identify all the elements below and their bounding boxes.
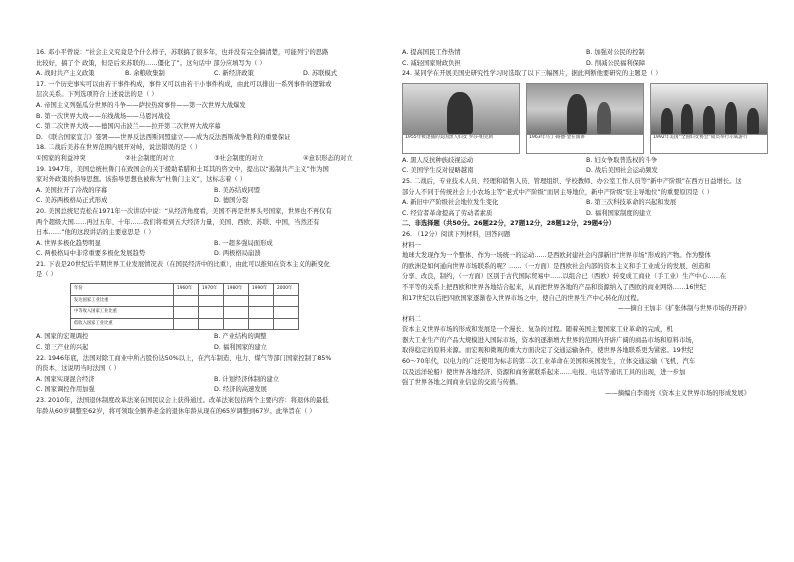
- left-column: [36, 48, 392, 417]
- right-column: [402, 48, 770, 399]
- option-a: A. 国家实现混合经济: [36, 375, 95, 383]
- material-text: 强了世界各地之间商业信息的交流与传播。: [402, 379, 522, 387]
- question-21: [36, 260, 392, 354]
- question-text: 19. 1947年，美国总统杜鲁门在致国会的关于援助希腊和土耳其的咨文中，提出以“遏制共产主义”作为国: [36, 165, 329, 173]
- table-cell: [224, 295, 249, 307]
- question-text: 25. 二战后，专业技术人员、经理和销售人员、管理组织、学校教师、办公室工作人员等“新中产阶级”在西方日益增长。这: [402, 177, 742, 185]
- option-3: ③社会制度的对立: [214, 154, 264, 162]
- options-row: [36, 186, 392, 197]
- material-2-label: 材料二: [402, 315, 421, 323]
- option-b: B. 计划经济体制的建立: [214, 375, 279, 383]
- photo-caption: 1992年美国“全国妇女协会”成员举行示威游行: [650, 135, 768, 154]
- question-text: 16. 邓小平曾说：“社会主义究竟是个什么样子，苏联搞了很多年，也并没有完全搞清楚，可能列宁的思路: [36, 49, 329, 56]
- table-cell: [174, 295, 199, 307]
- table-header-cell: 2000年: [274, 284, 299, 296]
- question-text: 24. 某同学在开展美国史研究性学习时选取了以下三幅图片，据此判断他要研究的主题是（ ）: [402, 70, 662, 78]
- question-text: 比较好，搞了个 政策，但是后来苏联的……僵化了”。这句话中 部分应填写为（ ）: [36, 59, 266, 67]
- table-cell: [274, 307, 299, 319]
- option-d: D. 两极格局崩溃: [214, 250, 261, 258]
- question-17: [36, 80, 392, 144]
- table-header-cell: 1990年: [249, 284, 274, 296]
- option-a: A. 新旧中产阶级社会地位发生变化: [402, 199, 499, 207]
- question-text: 21. 下表是20世纪后半期世界工业发展情况表（在国民经济中的比重），由此可以推知在资本主义的新变化: [36, 260, 330, 268]
- option-d: D. 战后美国社会运动频发: [586, 167, 658, 175]
- photo-caption: 1963年马丁·路德·金在演讲: [526, 135, 644, 154]
- options-row: [36, 385, 392, 396]
- option-b: B. 第一次世界大战——东线战场——马恩河战役: [36, 112, 171, 120]
- photo-mlk-speech: [526, 83, 644, 154]
- question-text: 23. 2010年，法国退休制度改革法案在国民议会上获得通过。改革法案包括两个主要内容：将退休的最低: [36, 397, 329, 404]
- options-row: [402, 166, 770, 177]
- question-text: 的资本，这说明当时法国（ ）: [36, 365, 120, 373]
- question-text: 日本……”他的这段讲话的主要意思是（ ）: [36, 229, 155, 237]
- option-d: D. 经济的高速发展: [214, 386, 267, 394]
- table-cell: 低收入国家工业比重: [71, 318, 174, 330]
- option-a: A. 战时共产主义政策: [36, 70, 95, 78]
- question-24: [402, 69, 770, 177]
- option-a: A. 帝国主义列强瓜分世界的斗争——萨拉热窝事件——第一次世界大战爆发: [36, 101, 246, 109]
- material-text: 器大工业生产的产品大规模进入国际市场，资本的逐渐增大世界的范围内开辟广阔的商品市场和原料市场，: [402, 336, 698, 344]
- option-c: C. 国家调控作用加强: [36, 386, 95, 394]
- question-text: 22. 1946年底，法国对除工商业中所占股份达50%以上，在汽车制造、电力、煤气等部门国家控制了85%: [36, 354, 332, 362]
- question-26-title: 26. （12分）阅读下列材料，回答问题: [402, 230, 511, 238]
- table-header-row: [71, 284, 299, 296]
- option-d: D. 《联合国家宣言》签署——世界反法西斯同盟建立——成为反法西斯战争胜利的重要保证: [36, 133, 291, 141]
- question-text: 17. 一个历史事实可以由若干事件构成，事件又可以由若干小事件构成，由此可以排出一系列事件的逻辑或: [36, 80, 332, 88]
- question-text: 年龄从60岁调整至62岁，将可领取全额养老金的退休年龄从现在的65岁调整到67岁。此举旨在（ ）: [36, 407, 316, 415]
- material-text: 的欧洲是如何通向世界市场联系的呢？……（一方面）是西欧社会内部的资本主义和手工业成分的发展、创造和: [402, 262, 711, 270]
- option-c: C. 两极格局中非常重要多极化发展趋势: [36, 250, 146, 258]
- options-row: [36, 249, 392, 260]
- table-header-cell: 1960年: [174, 284, 199, 296]
- material-text: 60～70年代，以电力的广泛使用为标志的第二次工业革命在美国和英国发生，立体交通运输（飞机、汽车: [402, 358, 696, 366]
- option-2: ②社会制度的对立: [125, 154, 175, 162]
- option-4: ④意识形态的对立: [303, 154, 353, 162]
- option-a: A. 世界多极化趋势明显: [36, 239, 101, 247]
- option-d: D. 削减公民福利保障: [586, 59, 646, 67]
- question-16: [36, 48, 392, 80]
- options-row: [402, 59, 770, 70]
- material-source: ——摘自王加丰《扩张体制与世界市场的开辟》: [617, 305, 750, 313]
- material-text: 资本主义世界市场的形成和发展是一个漫长、复杂的过程。随着英国主要国家工业革命的完成，机: [402, 326, 673, 334]
- table-cell: [274, 318, 299, 330]
- option-b: B. 第三次科技革命的兴起和发展: [586, 199, 677, 207]
- part-two: [402, 219, 770, 399]
- table-row: [71, 295, 299, 307]
- photo-caption: 1955年被逮捕的美国黑人妇女 罗莎·帕克斯: [402, 135, 520, 154]
- industry-table: [70, 283, 299, 330]
- question-19: [36, 165, 392, 207]
- option-a: A. 提高国民工作热情: [402, 49, 461, 56]
- options-row: [402, 156, 770, 167]
- options-row: [36, 375, 392, 386]
- table-cell: [174, 318, 199, 330]
- option-1: ①国家的利益冲突: [36, 154, 86, 162]
- photo-rosa-parks: [402, 83, 520, 154]
- option-b: B. 加强对公民的控制: [586, 49, 645, 56]
- option-d: D. 福利国家的建立: [214, 344, 267, 352]
- question-22: [36, 354, 392, 396]
- photo-women-march: [650, 83, 768, 154]
- material-text: 和17世纪以后把四欧国家逐渐卷入世界市场之中，使自己的世界生产中心转化的过程。: [402, 294, 643, 302]
- question-text: 是（ ）: [36, 271, 57, 279]
- table-cell: [249, 318, 274, 330]
- options-row: [36, 196, 392, 207]
- material-1-label: 材料一: [402, 241, 421, 249]
- table-cell: [199, 318, 224, 330]
- option-c: C. 美国学生反对侵略越南: [402, 167, 474, 175]
- option-d: D. 福利国家制度的建立: [586, 209, 652, 217]
- option-a: A. 黑人反抗种族歧视运动: [402, 156, 474, 164]
- options-row: [36, 239, 392, 250]
- material-text: 取得稳定的原料来源。而宏观和微观的重大方面决定了交通运输条件，使世界各地联系更为紧密。19世纪: [402, 347, 694, 355]
- option-b: B. 妇女争取普选权的斗争: [586, 156, 658, 164]
- table-cell: [174, 307, 199, 319]
- options-row: [402, 198, 770, 209]
- question-text: 层次关系。下列选项符合上述说法的是（ ）: [36, 91, 158, 99]
- option-b: B. 产业结构的调整: [214, 333, 267, 341]
- option-b: B. 美苏结成同盟: [214, 186, 261, 194]
- options-row: [36, 343, 392, 354]
- question-text: 家对外政策的指导思想。该指导思想也被称为“杜鲁门主义”，这标志着（ ）: [36, 176, 247, 184]
- photo-image: [650, 83, 768, 135]
- table-cell: 中等收入国家工业比重: [71, 307, 174, 319]
- option-c: C. 第三产业的兴起: [36, 344, 89, 352]
- question-25: [402, 177, 770, 219]
- option-c: C. 美苏两极格局正式形成: [36, 197, 108, 205]
- option-c: C. 减轻国家财政负担: [402, 59, 461, 67]
- option-d: D. 德国分裂: [214, 197, 249, 205]
- question-text: 两个超级大国……再过五年、十年……我们将看到五大经济力量，美国、西欧、苏联、中国，当然还有: [36, 218, 320, 226]
- option-c: C. 新经济政策: [214, 70, 254, 78]
- options-row: [36, 69, 392, 80]
- photo-image: [402, 83, 520, 135]
- question-23-options: [402, 48, 770, 69]
- table-cell: [274, 295, 299, 307]
- option-b: B. 一超多强局面形成: [214, 239, 273, 247]
- option-b: B. 余粮收集制: [125, 70, 165, 78]
- material-text: 分享、改良，制约，（一方面）区别于古代国际贸易中……以组合已（西欧）转变成工商业（手工业）生产中心……在: [402, 273, 727, 281]
- option-c: C. 第二次世界大战——德国闪击波兰——拉开第二次世界大战序幕: [36, 123, 221, 131]
- options-row: [402, 209, 770, 220]
- table-cell: [249, 295, 274, 307]
- question-20: [36, 207, 392, 260]
- photo-image: [526, 83, 644, 135]
- option-d: D. 苏联模式: [303, 70, 338, 78]
- table-cell: 发达国家工业比重: [71, 295, 174, 307]
- option-a: A. 国家的宏观调控: [36, 333, 89, 341]
- table-row: [71, 318, 299, 330]
- options-row: [36, 154, 392, 165]
- material-text: 不平等的关系上把西欧和世界各地结合起来，从而把世界各地的产品和资源纳入了西欧的商业网络……16世纪: [402, 283, 706, 291]
- options-row: [402, 48, 770, 59]
- question-23: [36, 396, 392, 417]
- table-cell: [224, 318, 249, 330]
- question-text: 20. 美国总统尼克松在1971年一次讲话中说：“从经济角度看，美国不再是世界头号国家，世界也不再仅有: [36, 207, 332, 215]
- material-text: 地球大发现作为一个整体、作为一场统一的运动……是西欧封建社会内部新旧“世界市场”形成的产物。作为整体: [402, 252, 711, 260]
- question-text: 部分人不同于传统社会上小农场主等“老式中产阶级”而居主导地位，新中产阶级“驻主导地位”的重要原因是（ ）: [402, 188, 714, 196]
- photo-strip: [402, 83, 770, 154]
- option-a: A. 美国拉开了冷战的序幕: [36, 186, 108, 194]
- table-header-cell: 1970年: [199, 284, 224, 296]
- question-18: [36, 143, 392, 164]
- table-cell: [224, 307, 249, 319]
- table-cell: [199, 295, 224, 307]
- section-title: 二、非选择题（共50分。26题22分，27题12分，28题12分，29题4分）: [402, 220, 616, 228]
- material-text: 以及远洋轮船）使世界各地经济、资源和商务紧联系起来……电报、电话等通讯工具的出现，进一步加: [402, 368, 686, 376]
- question-text: 18. 二战后美苏在世界范围内展开对峙，说法错误的是（ ）: [36, 144, 202, 152]
- material-source: ——摘编自李南亮《资本主义世界市场的形成发展》: [605, 389, 750, 397]
- table-row: [71, 307, 299, 319]
- option-c: C. 经营者革命提高了劳动者素质: [402, 209, 493, 217]
- options-row: [36, 332, 392, 343]
- table-header-cell: 1980年: [224, 284, 249, 296]
- table-cell: [199, 307, 224, 319]
- table-header-cell: 年份: [71, 284, 174, 296]
- table-cell: [249, 307, 274, 319]
